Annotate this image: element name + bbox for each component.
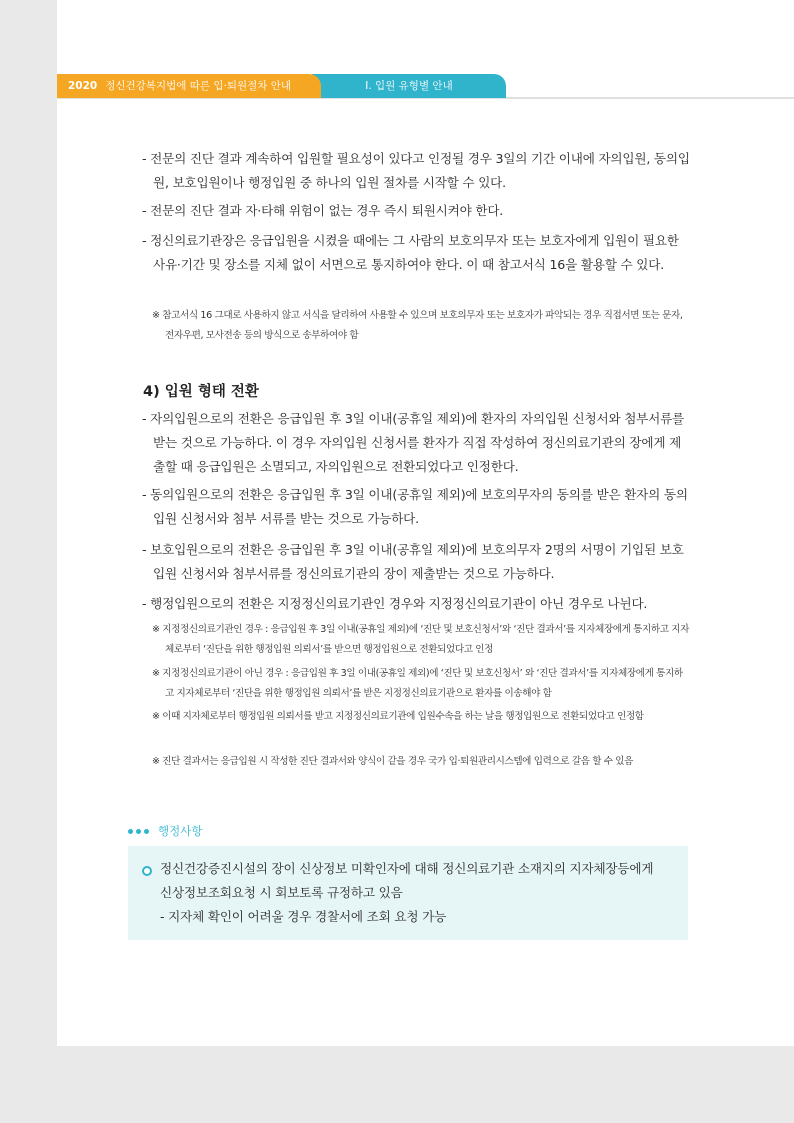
section-title: 4) 입원 형태 전환: [143, 384, 259, 400]
admin-line-3: - 지자체 확인이 어려울 경우 경찰서에 조회 요청 가능: [160, 909, 447, 924]
section-item-4: - 행정입원으로의 전환은 지정정신의료기관인 경우와 지정정신의료기관이 아닌 경우로 나뉜다.: [142, 596, 648, 611]
intro-item-1: - 전문의 진단 결과 계속하여 입원할 필요성이 있다고 인정될 경우 3일의 기간 이내에 자의입원, 동의입원, 보호입원이나 행정입원 중 하나의 입원 절차를 시작할 수 있다.: [142, 151, 690, 190]
section-note-2: ※ 지정정신의료기관이 아닌 경우 : 응급입원 후 3일 이내(공휴일 제외)에 ‘진단 및 보호신청서’ 와 ‘진단 결과서’를 지자체장에게 통지하고 지자체로부터 ‘진단을 위한 행정입원 의뢰서’를 받은 지정정신의료기관으로 환자를 이송해야 함: [152, 668, 683, 699]
intro-note: ※ 참고서식 16 그대로 사용하지 않고 서식을 달리하여 사용할 수 있으며 보호의무자 또는 보호자가 파악되는 경우 직접서면 또는 문자, 전자우편, 모사전송 등의 방식으로 송부하여야 함: [152, 310, 683, 341]
section-note-4: ※ 진단 결과서는 응급입원 시 작성한 진단 결과서와 양식이 같을 경우 국가 입·퇴원관리시스템에 입력으로 갈음 할 수 있음: [152, 756, 633, 767]
dots-icon: [128, 829, 149, 834]
admin-line-2: 신상정보조회요청 시 회보토록 규정하고 있음: [160, 885, 403, 900]
chapter-title: Ⅰ. 입원 유형별 안내: [365, 80, 453, 92]
circle-bullet-icon: [142, 866, 152, 876]
admin-heading: [128, 823, 202, 839]
section-item-1: - 자의입원으로의 전환은 응급입원 후 3일 이내(공휴일 제외)에 환자의 자의입원 신청서와 첨부서류를 받는 것으로 가능하다. 이 경우 자의입원 신청서를 환자가 직접 작성하여 정신의료기관의 장에게 제출할 때 응급입원은 소멸되고, 자의입원으로 전환되었다고 인정한다.: [142, 411, 685, 474]
section-note-1: ※ 지정정신의료기관인 경우 : 응급입원 후 3일 이내(공휴일 제외)에 ‘진단 및 보호신청서’와 ‘진단 결과서’를 지자체장에게 통지하고 지자체로부터 ‘진단을 위한 행정입원 의뢰서’를 받으면 행정입원으로 전환되었다고 인정: [152, 624, 689, 655]
intro-item-2: - 전문의 진단 결과 자·타해 위험이 없는 경우 즉시 퇴원시켜야 한다.: [142, 203, 504, 218]
book-year: 2020: [68, 80, 98, 92]
book-tab: [57, 74, 321, 98]
section-note-3: ※ 이때 지자체로부터 행정입원 의뢰서를 받고 지정정신의료기관에 입원수속을 하는 날을 행정입원으로 전환되었다고 인정함: [152, 711, 644, 722]
intro-item-3: - 정신의료기관장은 응급입원을 시켰을 때에는 그 사람의 보호의무자 또는 보호자에게 입원이 필요한 사유·기간 및 장소를 지체 없이 서면으로 통지하여야 한다. 이 때 참고서식 16을 활용할 수 있다.: [142, 233, 679, 272]
section-item-2: - 동의입원으로의 전환은 응급입원 후 3일 이내(공휴일 제외)에 보호의무자의 동의를 받은 환자의 동의입원 신청서와 첨부 서류를 받는 것으로 가능하다.: [142, 487, 688, 526]
chapter-tab: [312, 74, 506, 98]
admin-line-1: 정신건강증진시설의 장이 신상정보 미확인자에 대해 정신의료기관 소재지의 지자체장등에게: [160, 861, 654, 876]
admin-label: 행정사항: [158, 824, 203, 838]
section-item-3: - 보호입원으로의 전환은 응급입원 후 3일 이내(공휴일 제외)에 보호의무자 2명의 서명이 기입된 보호 입원 신청서와 첨부서류를 정신의료기관의 장이 제출받는 것으로 가능하다.: [142, 542, 684, 581]
book-title: 정신건강복지법에 따른 입·퇴원절차 안내: [105, 80, 292, 92]
